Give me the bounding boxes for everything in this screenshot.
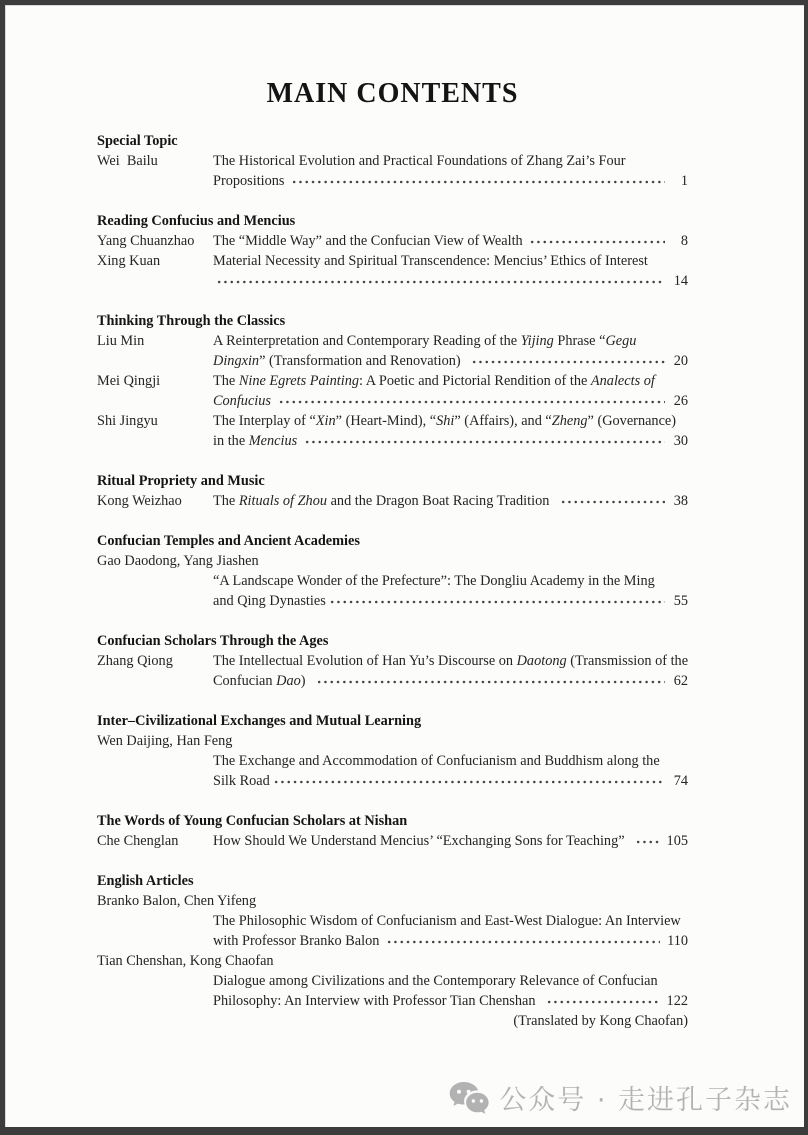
entry-title-text: The Historical Evolution and Practical Foundations of Zhang Zai’s Four [213, 153, 626, 169]
entry-author-cell [97, 751, 213, 771]
entry-title-text: How Should We Understand Mencius’ “Exchanging Sons for Teaching” [213, 833, 632, 849]
entry-row [97, 151, 688, 171]
entry-title-text: Confucius [213, 393, 271, 409]
entry-author-cell [97, 671, 213, 691]
dot-leader [329, 591, 665, 611]
entry-title-text: The Interplay of “Xin” (Heart-Mind), “Shi” (Affairs), and “Zheng” (Governance) [213, 413, 677, 429]
entry-author: Gao Daodong, Yang Jiashen [97, 553, 259, 569]
entry-author: Branko Balon, Chen Yifeng [97, 893, 257, 909]
entry-author-cell [97, 1011, 213, 1031]
entry-line [213, 391, 688, 411]
entry-line [213, 591, 688, 611]
page-number: 55 [673, 593, 688, 609]
entry-row [97, 331, 688, 351]
dot-leader [291, 171, 665, 191]
entry-author-cell [97, 391, 213, 411]
entry-row [97, 831, 688, 851]
entry-row [97, 751, 688, 771]
entry-author-cell: Xing Kuan [97, 253, 161, 269]
entry-row [97, 491, 688, 511]
entry-line [213, 371, 688, 391]
entry-line [213, 571, 688, 591]
entry-line [213, 171, 688, 191]
entry-row [97, 391, 688, 411]
page-number: 110 [667, 933, 688, 949]
toc-section [97, 811, 688, 851]
entry-title-text: Confucian Dao) [213, 673, 313, 689]
entry-line [213, 991, 688, 1011]
dot-leader [386, 931, 660, 951]
entry-title-text: Dingxin” (Transformation and Renovation) [213, 353, 468, 369]
entry-author-cell [97, 171, 213, 191]
toc-section [97, 711, 688, 791]
entry-row [97, 371, 688, 391]
section-heading: Confucian Temples and Ancient Academies [97, 533, 360, 549]
page-number: 26 [673, 393, 688, 409]
toc-section [97, 871, 688, 1031]
entry-title-text: with Professor Branko Balon [213, 933, 383, 949]
dot-leader [316, 671, 665, 691]
entry-title-text: in the Mencius [213, 433, 298, 449]
toc-section [97, 471, 688, 511]
dot-leader [471, 351, 665, 371]
entry-line [213, 231, 688, 251]
toc-section [97, 311, 688, 451]
entry-title-text: The Intellectual Evolution of Han Yu’s Discourse on Daotong (Transmission of the [213, 653, 689, 669]
entry-row [97, 991, 688, 1011]
contents-page [5, 5, 804, 1127]
watermark [449, 1078, 792, 1117]
entry-title-text: A Reinterpretation and Contemporary Reading of the Yijing Phrase “Gegu [213, 333, 637, 349]
entry-line [213, 271, 688, 291]
wechat-icon [449, 1081, 489, 1115]
toc-section [97, 631, 688, 691]
dot-leader [304, 431, 665, 451]
page-number: 74 [673, 773, 688, 789]
dot-leader [635, 831, 660, 851]
entry-author-cell: Che Chenglan [97, 833, 179, 849]
entry-author-cell: Zhang Qiong [97, 653, 173, 669]
entry-line [213, 351, 688, 371]
entry-line [213, 831, 688, 851]
entry-author-cell: Kong Weizhao [97, 493, 182, 509]
page-number: 30 [673, 433, 688, 449]
page-number: 38 [673, 493, 688, 509]
entry-title-text: The Nine Egrets Painting: A Poetic and Pictorial Rendition of the Analects of [213, 373, 655, 389]
toc-section [97, 211, 688, 291]
entry-author-cell [97, 911, 213, 931]
entry-author-cell [97, 351, 213, 371]
entry-row [97, 411, 688, 431]
entry-author-cell [97, 431, 213, 451]
page-number: 1 [680, 173, 688, 189]
entry-line [213, 651, 688, 671]
entry-line [213, 331, 688, 351]
dot-leader [560, 491, 665, 511]
entry-line [213, 931, 688, 951]
entry-title-text: Material Necessity and Spiritual Transcendence: Mencius’ Ethics of Interest [213, 253, 648, 269]
dot-leader [546, 991, 660, 1011]
entry-author-cell [97, 571, 213, 591]
page-number: 105 [666, 833, 688, 849]
entry-author-cell [97, 591, 213, 611]
section-heading: Ritual Propriety and Music [97, 473, 265, 489]
entry-title-text: Silk Road [213, 773, 270, 789]
entry-line [213, 411, 688, 431]
entry-author-cell: Shi Jingyu [97, 413, 158, 429]
entry-author-cell [97, 971, 213, 991]
toc [97, 131, 688, 1031]
entry-author: Tian Chenshan, Kong Chaofan [97, 953, 274, 969]
toc-section [97, 131, 688, 191]
dot-leader [273, 771, 665, 791]
entry-title-text: Philosophy: An Interview with Professor Tian Chenshan [213, 993, 543, 1009]
entry-author-cell [97, 771, 213, 791]
entry-row [97, 591, 688, 611]
entry-title-text: The Rituals of Zhou and the Dragon Boat Racing Tradition [213, 493, 557, 509]
translator-note: (Translated by Kong Chaofan) [513, 1013, 688, 1029]
entry-row [97, 911, 688, 931]
entry-row [97, 171, 688, 191]
dot-leader [278, 391, 665, 411]
page-number: 8 [680, 233, 688, 249]
entry-author-cell: Yang Chuanzhao [97, 233, 195, 249]
entry-author-cell: Wei Bailu [97, 153, 158, 169]
entry-author: Wen Daijing, Han Feng [97, 733, 233, 749]
page-number: 62 [673, 673, 688, 689]
entry-title-text: The Philosophic Wisdom of Confucianism and East-West Dialogue: An Interview [213, 913, 681, 929]
page-title: MAIN CONTENTS [266, 78, 519, 109]
entry-title-text: and Qing Dynasties [213, 593, 326, 609]
entry-title-text: The Exchange and Accommodation of Confucianism and Buddhism along the [213, 753, 660, 769]
entry-row [97, 1011, 688, 1031]
entry-row [97, 971, 688, 991]
page-number: 20 [673, 353, 688, 369]
entry-line [213, 431, 688, 451]
entry-line [213, 971, 688, 991]
entry-row [97, 651, 688, 671]
entry-row [97, 271, 688, 291]
entry-author-cell: Mei Qingji [97, 373, 161, 389]
section-heading: The Words of Young Confucian Scholars at Nishan [97, 813, 408, 829]
dot-leader [529, 231, 665, 251]
entry-title-text: The “Middle Way” and the Confucian View of Wealth [213, 233, 527, 249]
entry-line [213, 251, 688, 271]
entry-title-text: “A Landscape Wonder of the Prefecture”: The Dongliu Academy in the Ming [213, 573, 655, 589]
entry-line [213, 911, 688, 931]
section-heading: Reading Confucius and Mencius [97, 213, 296, 229]
entry-line [213, 671, 688, 691]
section-heading: Confucian Scholars Through the Ages [97, 633, 329, 649]
entry-row [97, 231, 688, 251]
page-number: 14 [673, 273, 688, 289]
entry-line [213, 771, 688, 791]
entry-line [213, 151, 688, 171]
entry-author-cell: Liu Min [97, 333, 145, 349]
entry-line [213, 491, 688, 511]
entry-row [97, 671, 688, 691]
section-heading: Special Topic [97, 133, 178, 149]
entry-author-cell [97, 271, 213, 291]
entry-line [213, 1011, 688, 1031]
section-heading: Inter–Civilizational Exchanges and Mutual Learning [97, 713, 422, 729]
entry-row [97, 931, 688, 951]
section-heading: Thinking Through the Classics [97, 313, 286, 329]
page-number: 122 [666, 993, 688, 1009]
entry-row [97, 351, 688, 371]
toc-section [97, 531, 688, 611]
entry-title-text: Propositions [213, 173, 289, 189]
entry-author-cell [97, 931, 213, 951]
entry-title-text: Dialogue among Civilizations and the Contemporary Relevance of Confucian [213, 973, 658, 989]
entry-row [97, 771, 688, 791]
dot-leader [216, 271, 665, 291]
entry-row [97, 251, 688, 271]
entry-author-cell [97, 991, 213, 1011]
entry-row [97, 431, 688, 451]
watermark-text: 公众号 · 走进孔子杂志 [499, 1085, 792, 1116]
section-heading: English Articles [97, 873, 194, 889]
entry-line [213, 751, 688, 771]
entry-row [97, 571, 688, 591]
